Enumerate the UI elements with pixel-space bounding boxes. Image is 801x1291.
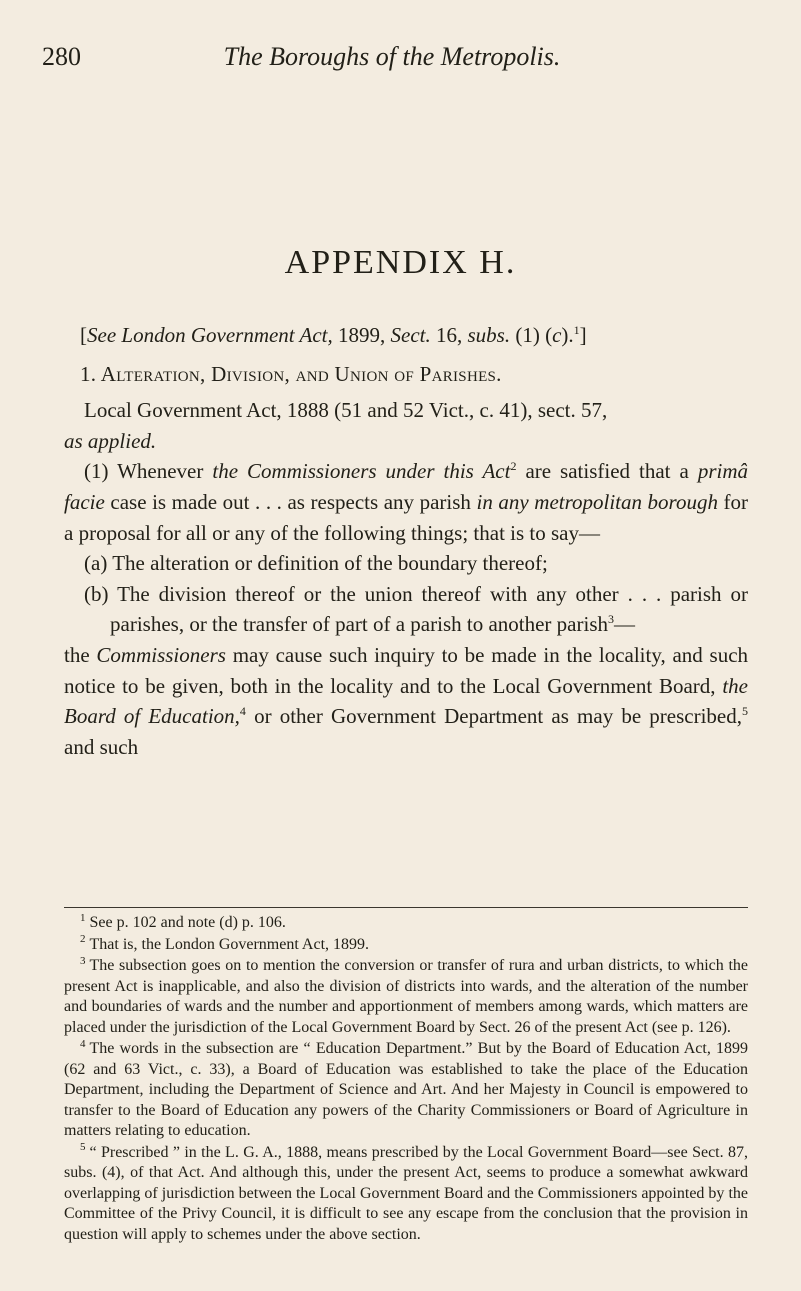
item-a: (a) The alteration or definition of the boundary thereof; <box>84 551 548 576</box>
running-title: The Boroughs of the Metropolis. <box>223 42 561 71</box>
footnote-ref-1: 1 <box>573 323 580 337</box>
paragraph-2: the Commissioners may cause such inquiry to be made in the locality, and such notice to be given, both in the locality and to the Local Government Board, the Board of Education,$^4$ or other Government Department as may be prescribed,$^5$ and such <box>64 642 749 759</box>
footnote-ref-4: 4 <box>239 704 246 719</box>
footnote-5: $^5$ “ Prescribed ” in the L. G. A., 1888, means prescribed by the Local Government Board—see Sect. 87, subs. (4), of that Act. And although this, under the present Act, seems to produce a somewhat awkward overlapping of jurisdiction between the Local Government Board and the Commissioners appointed by the Committee of the Privy Council, it is difficult to see any escape from the conclusion that the provision in question will apply to schemes under the above section. <box>64 1141 748 1243</box>
main-text <box>64 320 748 762</box>
footnote-ref-2: 2 <box>510 459 517 474</box>
item-b: (b) The division thereof or the union thereof with any other . . . parish or parishes, or the transfer of part of a parish to another parish$^3$— <box>84 581 748 637</box>
footnote-3: $^3$ The subsection goes on to mention the conversion or transfer of rura and urban districts, to which the present Act is inapplicable, and also the division of districts into wards, and the alteration of the number and boundaries of wards and the number and apportionment of members among wards, which matters are placed under the jurisdiction of the Local Government Board by Sect. 26 of the present Act (see p. 126). <box>64 954 748 1036</box>
appendix-title: APPENDIX H. <box>284 244 517 281</box>
running-head <box>42 42 742 78</box>
footnotes <box>64 913 748 1246</box>
footnote-ref-5: 5 <box>742 704 749 719</box>
footnote-2: $^2$ That is, the London Government Act, 1899. <box>80 933 370 953</box>
footnote-4: $^4$ The words in the subsection are “ Education Department.” But by the Board of Education Act, 1899 (62 and 63 Vict., c. 33), a Board of Education was established to take the place of the Education Department, including the Department of Science and Art. And her Majesty in Council is empowered to transfer to the Board of Education any powers of the Charity Commissioners or Board of Agriculture in matters relating to education. <box>64 1037 748 1139</box>
statute-reference: [See London Government Act, 1899, Sect. 16, subs. (1) (c).$^1$] <box>80 323 587 347</box>
footnote-rule <box>64 907 748 908</box>
page-number: 280 <box>42 42 81 71</box>
footnote-1: $^1$ See p. 102 and note (d) p. 106. <box>80 911 286 931</box>
paragraph-1: (1) Whenever the Commissioners under this Act$^2$ are satisfied that a primâ facie case is made out . . . as respects any parish in any metropolitan borough for a proposal for all or any of the following things; that is to say— <box>64 459 749 545</box>
section-heading: 1. Alteration, Division, and Union of Parishes. <box>80 361 502 386</box>
footnote-ref-3: 3 <box>608 612 614 627</box>
intro-paragraph: Local Government Act, 1888 (51 and 52 Vict., c. 41), sect. 57, as applied. <box>64 398 608 453</box>
